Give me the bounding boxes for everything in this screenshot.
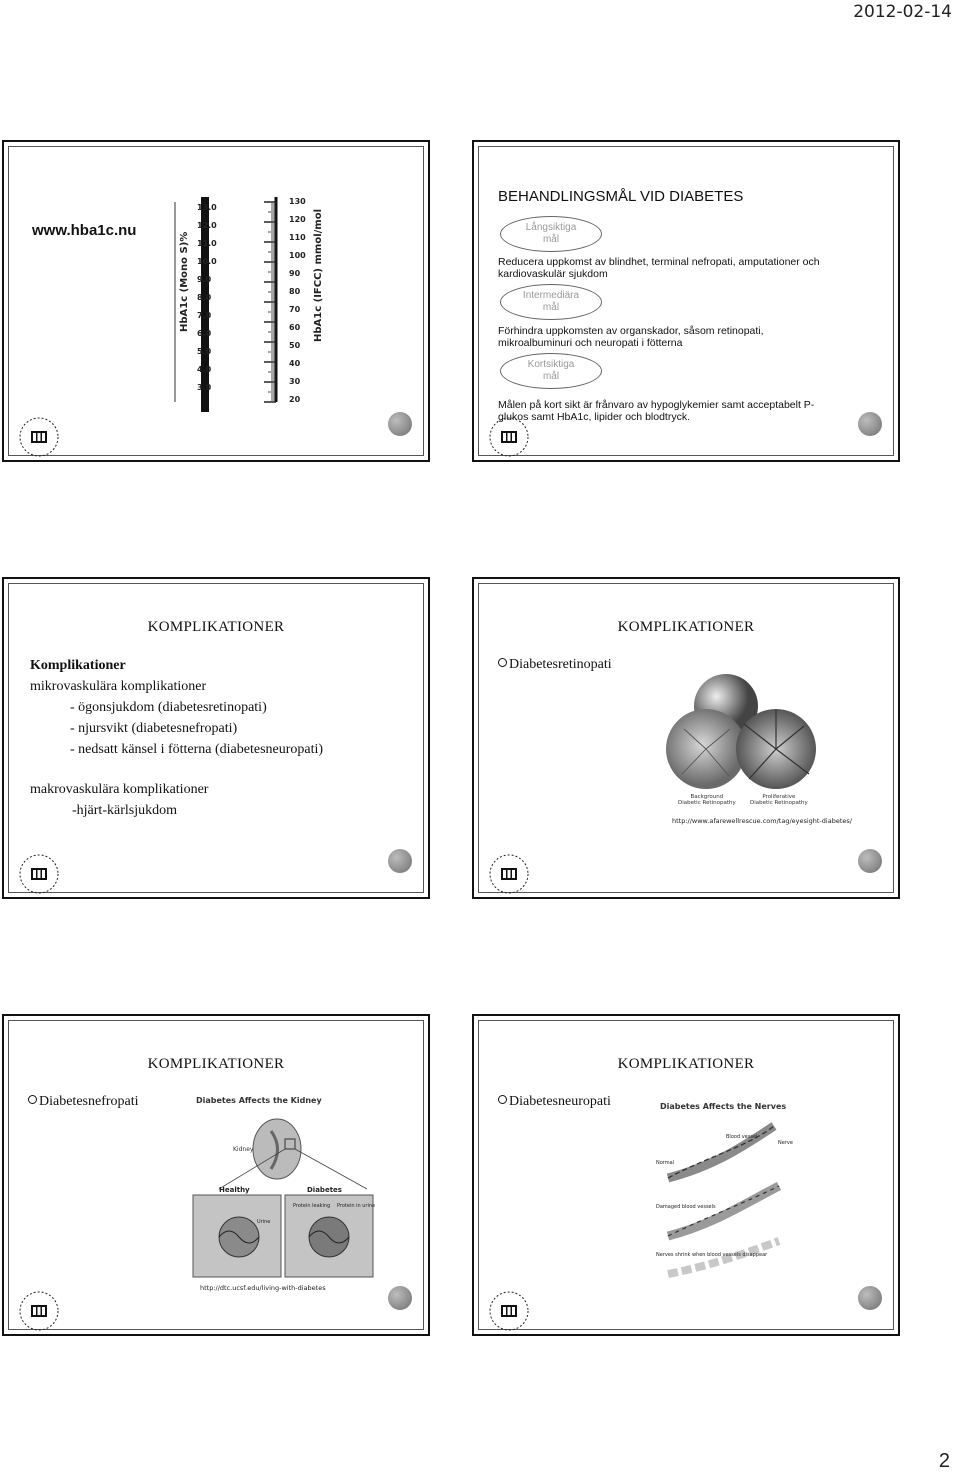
nav-circle-icon[interactable] — [858, 849, 882, 873]
slide-title: KOMPLIKATIONER — [617, 619, 755, 635]
slide-komplikationer-list — [2, 577, 430, 899]
micro-item: - nedsatt känsel i fötterna (diabetesneuropati) — [70, 742, 324, 757]
svg-text:Kidney: Kidney — [233, 1146, 254, 1153]
header-date: 2012-02-14 — [853, 2, 952, 22]
goal-text-long: Reducera uppkomst av blindhet, terminal nefropati, amputationer och kardiovaskulär sjukdom — [498, 256, 820, 280]
svg-text:Damaged blood vessels: Damaged blood vessels — [656, 1204, 716, 1210]
university-seal-icon — [16, 1288, 62, 1334]
figure-title: Diabetes Affects the Nerves — [660, 1102, 787, 1111]
nav-circle-icon[interactable] — [388, 1286, 412, 1310]
slide-title: KOMPLIKATIONER — [147, 619, 285, 635]
macro-heading: makrovaskulära komplikationer — [30, 782, 209, 797]
page-number: 2 — [938, 1450, 950, 1472]
goal-pill-short: Kortsiktiga mål — [500, 353, 602, 389]
svg-text:80: 80 — [289, 287, 301, 296]
svg-text:20: 20 — [289, 395, 301, 404]
svg-text:7.0: 7.0 — [197, 311, 212, 320]
university-seal-icon — [486, 1288, 532, 1334]
svg-text:30: 30 — [289, 377, 301, 386]
svg-text:Nerve: Nerve — [778, 1140, 793, 1146]
svg-text:Protein in urine: Protein in urine — [337, 1203, 376, 1209]
university-seal-icon — [486, 414, 532, 460]
svg-text:Blood vessel: Blood vessel — [726, 1134, 758, 1140]
svg-text:Urine: Urine — [257, 1219, 271, 1225]
svg-text:70: 70 — [289, 305, 301, 314]
svg-text:12.0: 12.0 — [197, 221, 217, 230]
svg-text:Nerves shrink when blood vesse: Nerves shrink when blood vessels disappear — [656, 1252, 768, 1258]
nav-circle-icon[interactable] — [858, 1286, 882, 1310]
micro-item: - njursvikt (diabetesnefropati) — [70, 721, 238, 736]
caption-right: Proliferative Diabetic Retinopathy — [750, 794, 808, 806]
svg-text:130: 130 — [289, 197, 306, 206]
nerves-figure — [654, 1116, 824, 1286]
slide-behandlingsmal — [472, 140, 900, 462]
nav-circle-icon[interactable] — [858, 412, 882, 436]
svg-text:HbA1c (Mono S)%: HbA1c (Mono S)% — [179, 231, 190, 332]
slide-title: KOMPLIKATIONER — [147, 1056, 285, 1072]
bullet-item: Diabetesnefropati — [28, 1094, 139, 1110]
svg-text:11.0: 11.0 — [197, 239, 217, 248]
micro-item: - ögonsjukdom (diabetesretinopati) — [70, 700, 267, 715]
svg-text:13.0: 13.0 — [197, 203, 217, 212]
svg-text:100: 100 — [289, 251, 306, 260]
svg-text:Protein leaking: Protein leaking — [293, 1203, 331, 1209]
svg-text:50: 50 — [289, 341, 301, 350]
hba1c-scale-figure — [169, 192, 334, 412]
svg-text:Normal: Normal — [656, 1160, 675, 1166]
university-seal-icon — [16, 851, 62, 897]
university-seal-icon — [486, 851, 532, 897]
circle-bullet-icon — [498, 1095, 507, 1104]
goal-pill-long: Långsiktiga mål — [500, 216, 602, 252]
svg-text:8.0: 8.0 — [197, 293, 212, 302]
circle-bullet-icon — [498, 658, 507, 667]
source-url[interactable]: http://dtc.ucsf.edu/living-with-diabetes — [200, 1284, 326, 1292]
svg-text:120: 120 — [289, 215, 306, 224]
caption-left: Background Diabetic Retinopathy — [678, 794, 736, 806]
svg-text:HbA1c (IFCC) mmol/mol: HbA1c (IFCC) mmol/mol — [313, 209, 324, 342]
university-seal-icon — [16, 414, 62, 460]
slide-title: KOMPLIKATIONER — [617, 1056, 755, 1072]
svg-text:6.0: 6.0 — [197, 329, 212, 338]
svg-text:Healthy: Healthy — [219, 1186, 250, 1194]
svg-text:5.0: 5.0 — [197, 347, 212, 356]
bullet-item: Diabetesretinopati — [498, 657, 612, 673]
figure-title: Diabetes Affects the Kidney — [196, 1096, 322, 1105]
svg-text:90: 90 — [289, 269, 301, 278]
goal-text-short: Målen på kort sikt är frånvaro av hypoglykemier samt acceptabelt P- glukos samt HbA1c, lipider och blodtryck. — [498, 399, 815, 423]
bullet-item: Diabetesneuropati — [498, 1094, 611, 1110]
svg-text:4.0: 4.0 — [197, 365, 212, 374]
svg-text:110: 110 — [289, 233, 306, 242]
slide-title: BEHANDLINGSMÅL VID DIABETES — [498, 188, 744, 205]
circle-bullet-icon — [28, 1095, 37, 1104]
retina-figure — [664, 674, 824, 804]
site-url: www.hba1c.nu — [32, 222, 137, 239]
komplikationer-heading: Komplikationer — [30, 658, 126, 673]
svg-text:9.0: 9.0 — [197, 275, 212, 284]
slide-nefropati — [2, 1014, 430, 1336]
nav-circle-icon[interactable] — [388, 412, 412, 436]
slide-neuropati — [472, 1014, 900, 1336]
svg-text:10.0: 10.0 — [197, 257, 217, 266]
goal-pill-intermediate: Intermediära mål — [500, 284, 602, 320]
svg-text:60: 60 — [289, 323, 301, 332]
macro-item: -hjärt-kärlsjukdom — [72, 803, 177, 818]
kidney-figure — [189, 1111, 379, 1281]
source-url[interactable]: http://www.afarewellrescue.com/tag/eyesight-diabetes/ — [672, 817, 852, 825]
svg-text:Diabetes: Diabetes — [307, 1186, 342, 1194]
nav-circle-icon[interactable] — [388, 849, 412, 873]
goal-text-intermediate: Förhindra uppkomsten av organskador, såsom retinopati, mikroalbuminuri och neuropati i fötterna — [498, 325, 764, 349]
slide-retinopati — [472, 577, 900, 899]
slide-hba1c-scale — [2, 140, 430, 462]
svg-text:40: 40 — [289, 359, 301, 368]
svg-text:3.0: 3.0 — [197, 383, 212, 392]
micro-heading: mikrovaskulära komplikationer — [30, 679, 207, 694]
